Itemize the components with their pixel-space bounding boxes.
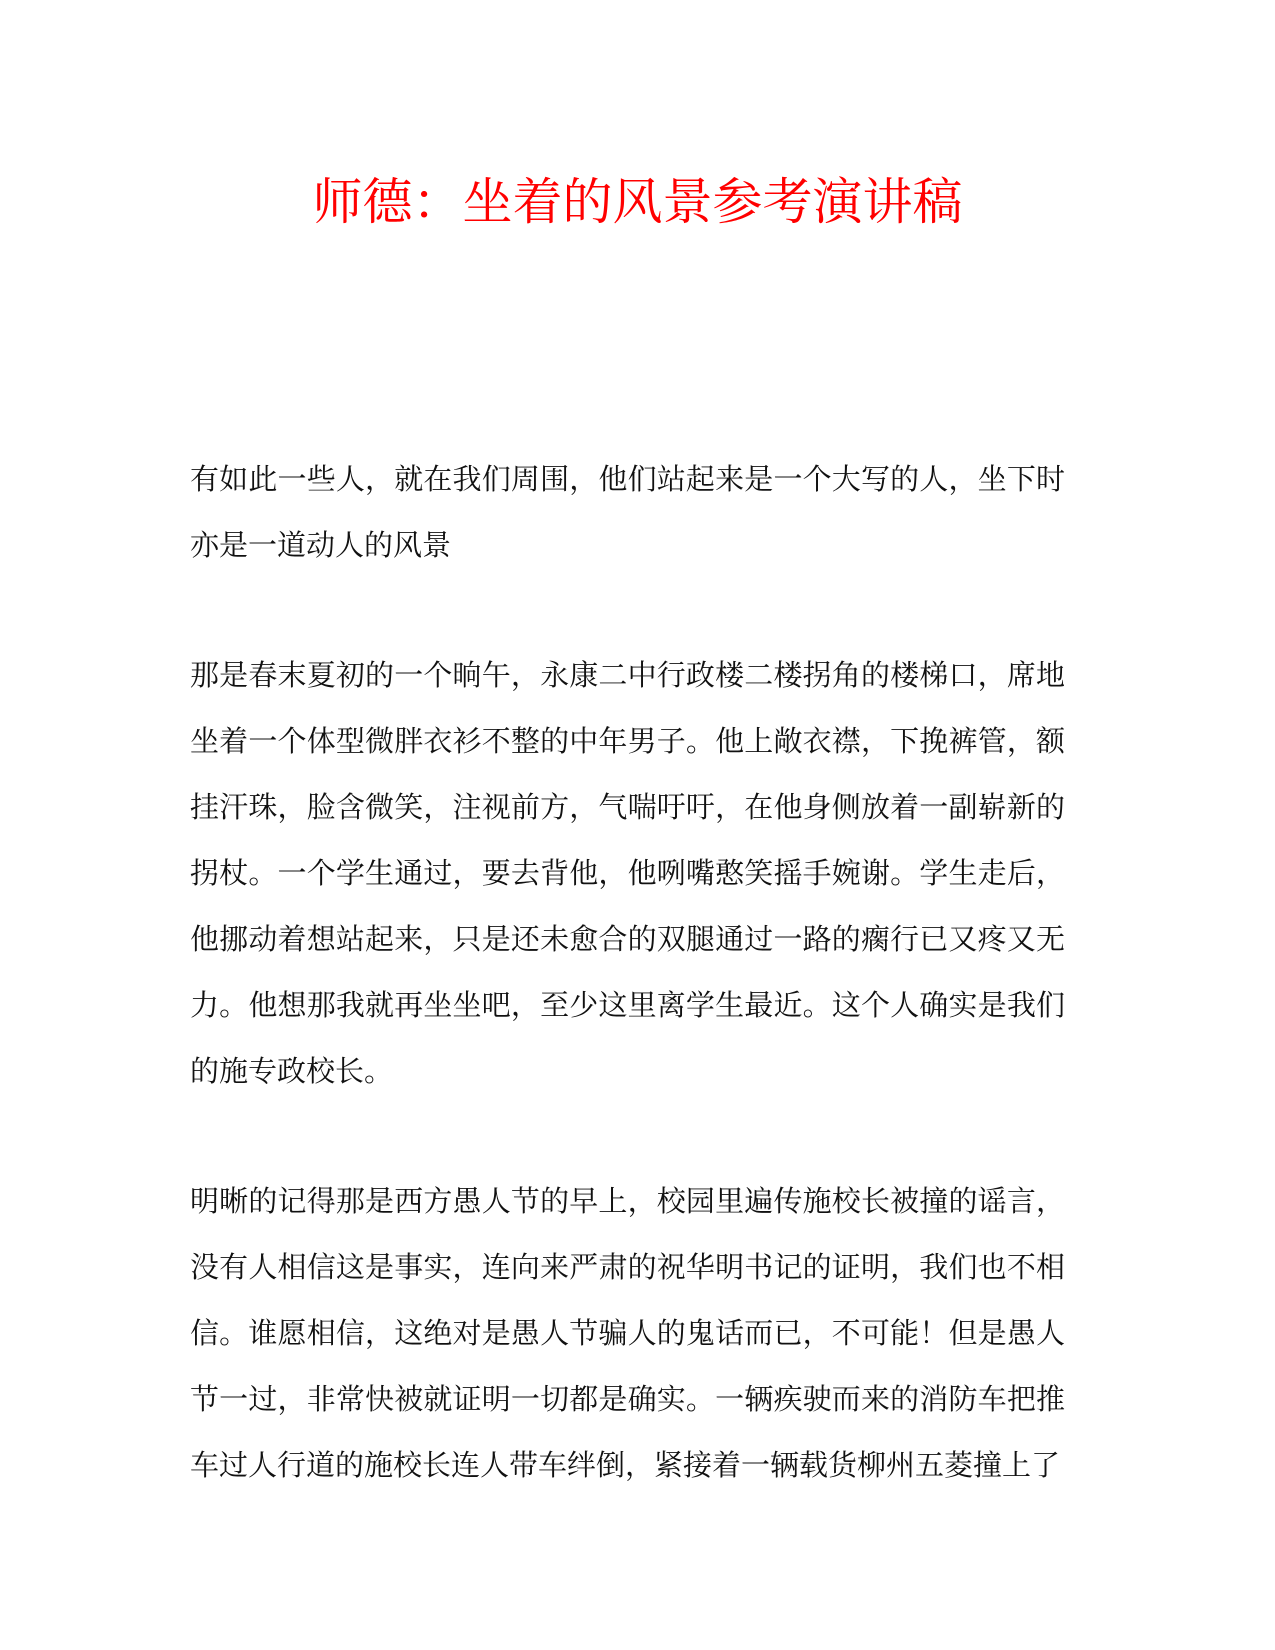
document-title: 师德：坐着的风景参考演讲稿 — [312, 173, 963, 231]
document-body — [190, 446, 1065, 1498]
paragraph-3: 明晰的记得那是西方愚人节的早上，校园里遍传施校长被撞的谣言，没有人相信这是事实，连向来严肃的祝华明书记的证明，我们也不相信。谁愿相信，这绝对是愚人节骗人的鬼话而已，不可能！但是愚人节一过，非常快被就证明一切都是确实。一辆疾驶而来的消防车把推车过人行道的施校长连人带车绊倒，紧接着一辆载货柳州五菱撞上了 — [190, 1184, 1065, 1482]
paragraph-1: 有如此一些人，就在我们周围，他们站起来是一个大写的人，坐下时亦是一道动人的风景 — [190, 462, 1065, 562]
paragraph-2: 那是春末夏初的一个晌午，永康二中行政楼二楼拐角的楼梯口，席地坐着一个体型微胖衣衫不整的中年男子。他上敞衣襟，下挽裤管，额挂汗珠，脸含微笑，注视前方，气喘吁吁，在他身侧放着一副崭新的拐杖。一个学生通过，要去背他，他咧嘴憨笑摇手婉谢。学生走后，他挪动着想站起来，只是还未愈合的双腿通过一路的瘸行已又疼又无力。他想那我就再坐坐吧，至少这里离学生最近。这个人确实是我们的施专政校长。 — [190, 658, 1065, 1088]
